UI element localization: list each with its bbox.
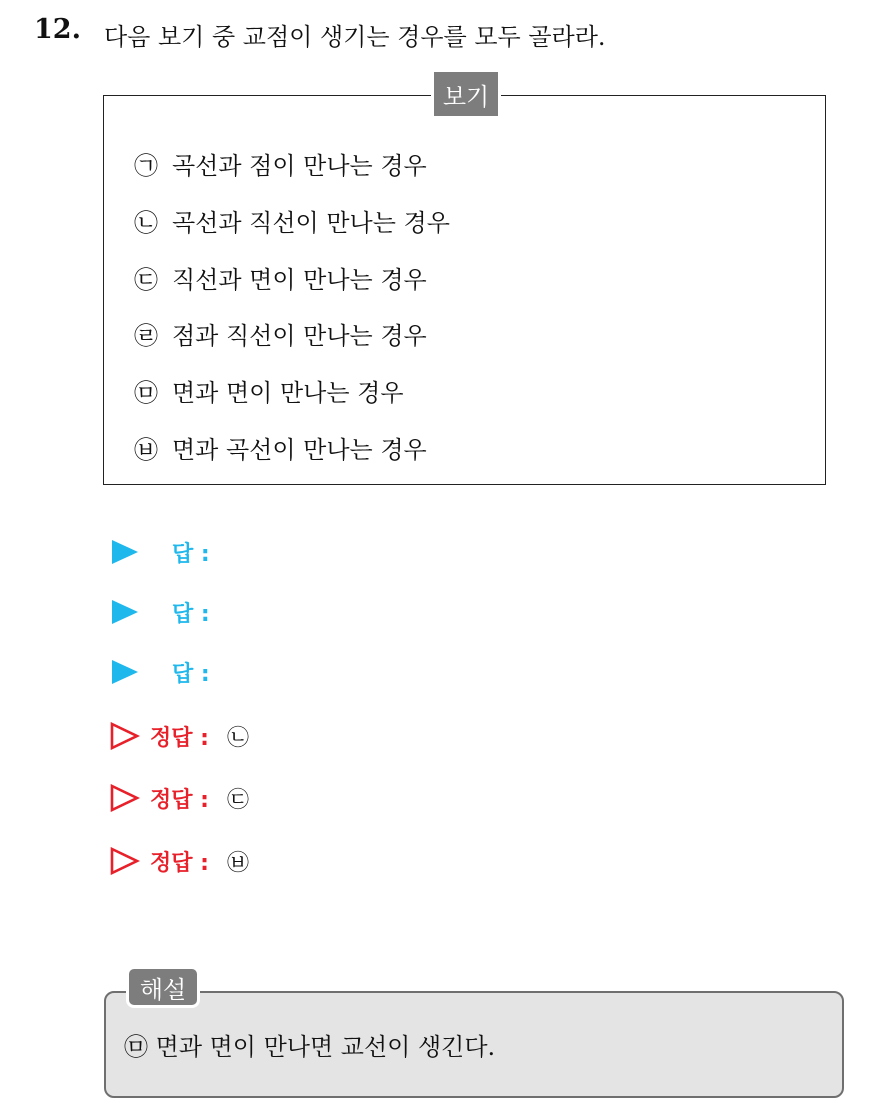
bogi-option [134,260,427,295]
explanation-label: 해설 [126,966,200,1008]
option-mark: ㉣ [134,322,158,350]
option-mark: ㉠ [134,152,158,180]
play-triangle-icon [112,660,138,684]
outline-triangle-icon [110,722,140,750]
option-mark: ㉥ [134,436,158,464]
option-text: 곡선과 점이 만나는 경우 [172,152,427,180]
answer-blank[interactable] [110,657,210,687]
correct-answer-label: 정답 : [150,787,209,813]
outline-triangle-icon [110,847,140,875]
bogi-option [134,316,427,351]
answer-label: 답 : [172,601,210,627]
option-mark: ㉡ [134,209,158,237]
option-mark: ㉢ [134,266,158,294]
correct-answer-value: ㉡ [226,725,249,751]
bogi-option [134,430,427,465]
question-text: 다음 보기 중 교점이 생기는 경우를 모두 골라라. [104,23,606,51]
answer-blank[interactable] [110,537,210,567]
option-text: 면과 곡선이 만나는 경우 [172,436,427,464]
explanation-text: ㉤ 면과 면이 만나면 교선이 생긴다. [124,1033,496,1061]
question-number: 12. [34,14,81,45]
correct-answer [110,782,249,814]
play-triangle-icon [112,540,138,564]
outline-triangle-icon [110,784,140,812]
option-mark: ㉤ [134,379,158,407]
option-text: 곡선과 직선이 만나는 경우 [172,209,450,237]
answer-label: 답 : [172,541,210,567]
bogi-option [134,373,404,408]
correct-answer [110,720,249,752]
correct-answer-value: ㉥ [226,850,249,876]
bogi-option [134,146,427,181]
option-text: 면과 면이 만나는 경우 [172,379,404,407]
bogi-label: 보기 [431,72,501,116]
answer-blank[interactable] [110,597,210,627]
option-text: 직선과 면이 만나는 경우 [172,266,427,294]
answer-label: 답 : [172,661,210,687]
bogi-box [103,82,826,485]
explanation-box [104,975,844,1098]
correct-answer [110,845,249,877]
play-triangle-icon [112,600,138,624]
correct-answer-label: 정답 : [150,850,209,876]
correct-answer-label: 정답 : [150,725,209,751]
correct-answer-value: ㉢ [226,787,249,813]
option-text: 점과 직선이 만나는 경우 [172,322,427,350]
bogi-option [134,203,450,238]
